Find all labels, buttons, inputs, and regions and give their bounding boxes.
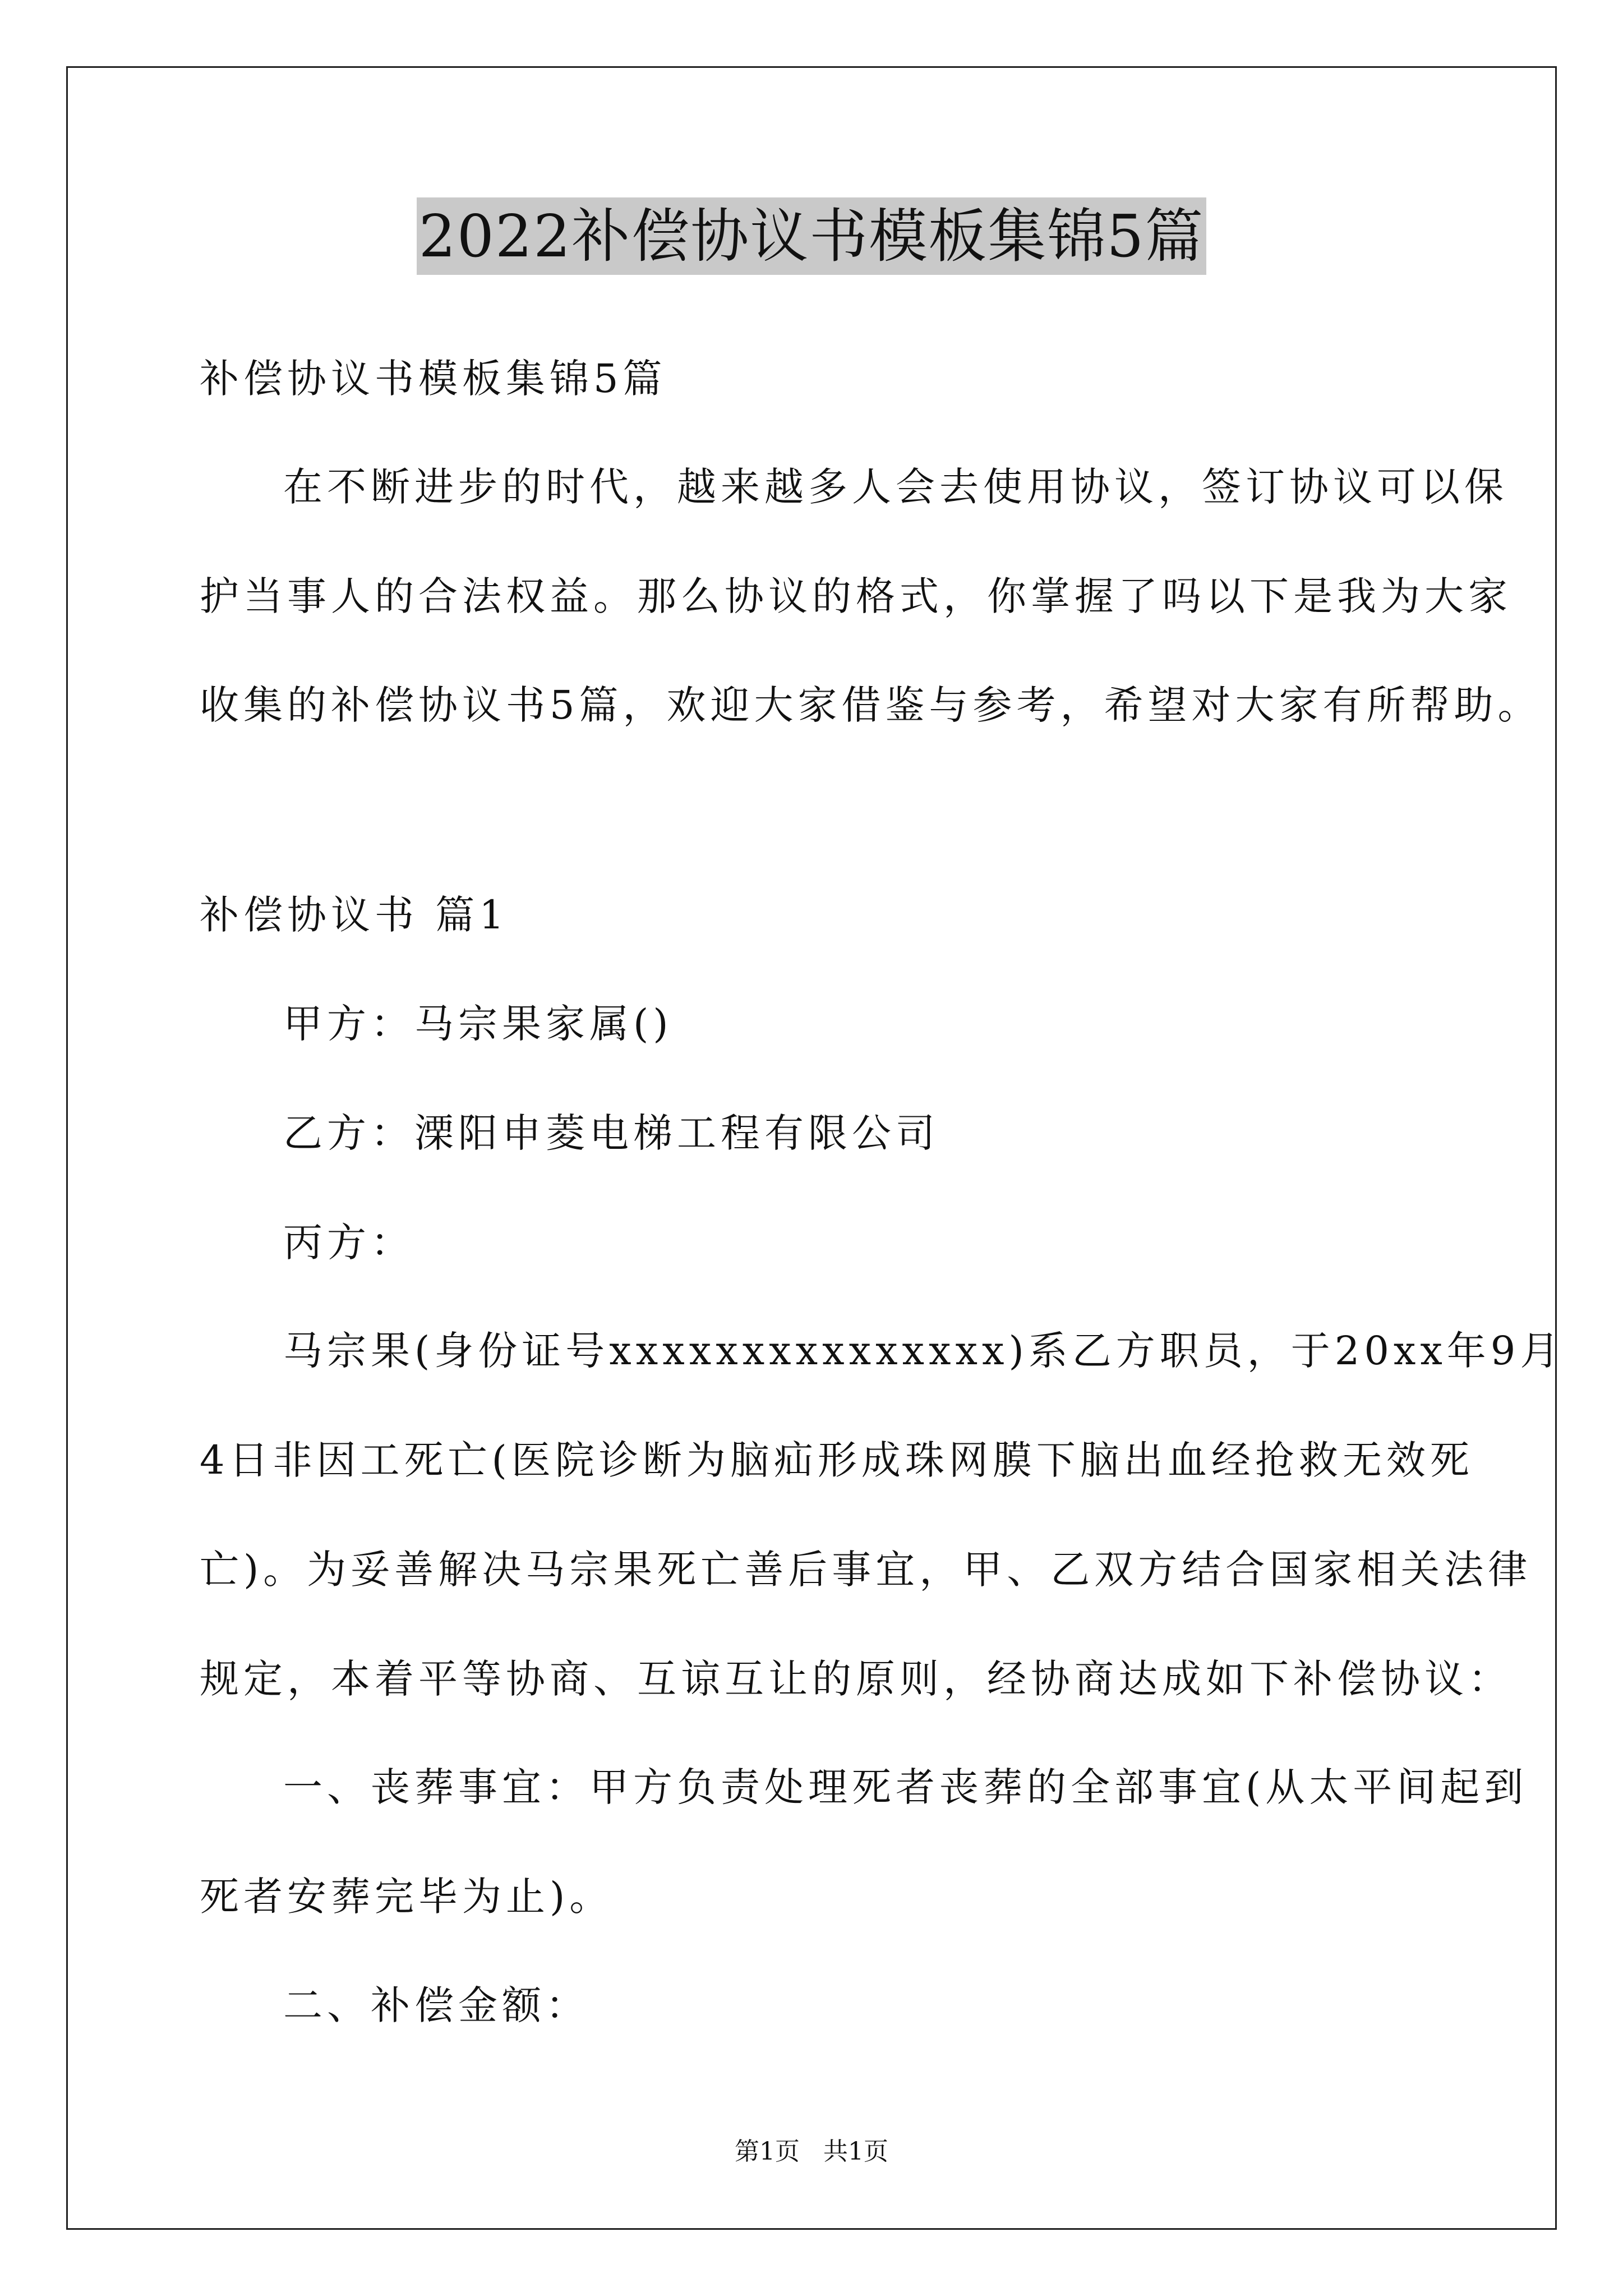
party-a: 甲方：马宗果家属() — [283, 1001, 673, 1047]
body-line-2: 4日非因工死亡(医院诊断为脑疝形成珠网膜下脑出血经抢救无效死 — [200, 1437, 1474, 1483]
intro-line-1: 在不断进步的时代，越来越多人会去使用协议，签订协议可以保 — [283, 464, 1508, 510]
body-line-1: 马宗果(身份证号xxxxxxxxxxxxxxx)系乙方职员，于20xx年9月 — [283, 1328, 1564, 1374]
clause-1-line-1: 一、丧葬事宜：甲方负责处理死者丧葬的全部事宜(从太平间起到 — [283, 1764, 1528, 1810]
body-line-4: 规定，本着平等协商、互谅互让的原则，经协商达成如下补偿协议： — [200, 1656, 1512, 1702]
party-b: 乙方：溧阳申菱电梯工程有限公司 — [283, 1110, 939, 1156]
page-footer: 第1页 共1页 — [735, 2137, 888, 2166]
body-line-3: 亡)。为妥善解决马宗果死亡善后事宜，甲、乙双方结合国家相关法律 — [200, 1547, 1532, 1593]
document-title: 2022补偿协议书模板集锦5篇 — [417, 197, 1207, 275]
intro-line-2: 护当事人的合法权益。那么协议的格式，你掌握了吗以下是我为大家 — [200, 573, 1512, 619]
clause-2: 二、补偿金额： — [283, 1982, 589, 2028]
party-c: 丙方： — [283, 1220, 414, 1266]
clause-1-line-2: 死者安葬完毕为止)。 — [200, 1874, 614, 1920]
section-heading: 补偿协议书 篇1 — [200, 892, 509, 938]
title-wrap — [0, 197, 1623, 275]
document-subtitle: 补偿协议书模板集锦5篇 — [200, 356, 667, 402]
intro-line-3: 收集的补偿协议书5篇，欢迎大家借鉴与参考，希望对大家有所帮助。 — [200, 682, 1542, 728]
